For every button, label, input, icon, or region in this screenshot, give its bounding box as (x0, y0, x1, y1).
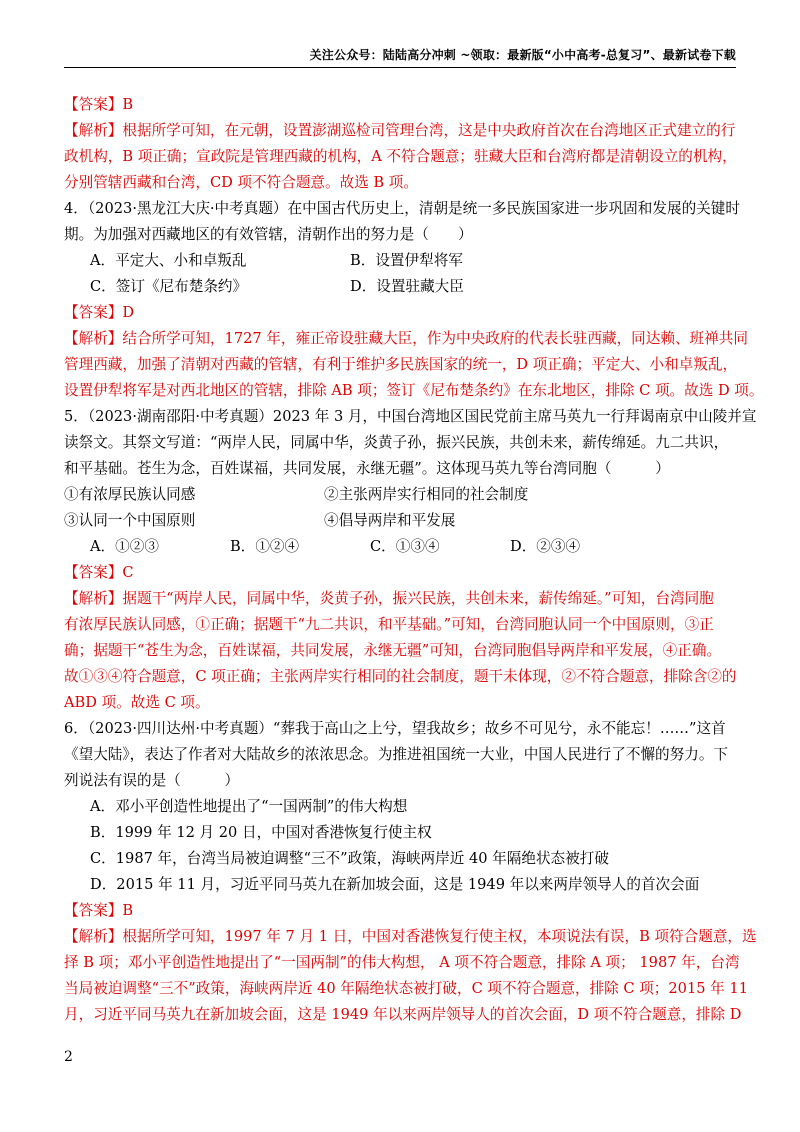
analysis-line: 择 B 项；邓小平创造性地提出了“一国两制”的伟大构想， A 项不符合题意，排除 A 项； 1987 年，台湾 (64, 954, 740, 971)
analysis-line: 确；据题干“苍生为念，百姓谋福，共同发展，永继无疆”可知，台湾同胞倡导两岸和平发展，④正确。 (64, 642, 722, 659)
option-b: B．设置伊犁将军 (350, 252, 463, 269)
answer-line: 【答案】C (64, 564, 134, 581)
page-header: 关注公众号：陆陆高分冲刺 ~领取：最新版“小中高考-总复习”、最新试卷下载 (309, 48, 736, 62)
analysis-line: 政机构，B 项正确；宣政院是管理西藏的机构，A 不符合题意；驻藏大臣和台湾府都是清朝设立的机构， (64, 148, 737, 165)
option-c: C．签订《尼布楚条约》 (90, 278, 248, 295)
answer-line: 【答案】B (64, 96, 134, 113)
option-b: B．①②④ (230, 538, 300, 555)
analysis-line: 有浓厚民族认同感，①正确；据题干“九二共识，和平基础。”可知，台湾同胞认同一个中国原则，③正 (64, 616, 714, 633)
answer-line: 【答案】B (64, 902, 134, 919)
option-c: C．①③④ (370, 538, 440, 555)
question-stem: 《望大陆》，表达了作者对大陆故乡的浓浓思念。为推进祖国统一大业，中国人民进行了不懈的努力。下 (64, 746, 729, 763)
question-stem: 6．（2023·四川达州·中考真题）“葬我于高山之上兮，望我故乡；故乡不可见兮，永不能忘！……”这首 (64, 720, 726, 737)
statement-4: ④倡导两岸和平发展 (324, 512, 456, 529)
option-d: D．设置驻藏大臣 (350, 278, 464, 295)
option-a: A．①②③ (90, 538, 159, 555)
analysis-line: 故①③④符合题意，C 项正确；主张两岸实行相同的社会制度，题干未体现，②不符合题意，排除含②的 (64, 668, 737, 685)
analysis-line: 分别管辖西藏和台湾，CD 项不符合题意。故选 B 项。 (64, 174, 418, 191)
statement-2: ②主张两岸实行相同的社会制度 (324, 486, 529, 503)
analysis-line: 【解析】结合所学可知，1727 年，雍正帝设驻藏大臣，作为中央政府的代表长驻西藏，同达赖、班禅共同 (64, 330, 748, 347)
analysis-line: 管理西藏，加强了清朝对西藏的管辖，有利于维护多民族国家的统一，D 项正确；平定大、小和卓叛乱， (64, 356, 738, 373)
header-rule (64, 67, 736, 68)
option-row (64, 274, 736, 300)
option-row (64, 534, 736, 560)
analysis-line: 设置伊犁将军是对西北地区的管辖，排除 AB 项；签订《尼布楚条约》在东北地区，排除 C 项。故选 D 项。 (64, 382, 764, 399)
statement-row (64, 482, 736, 508)
analysis-line: ABD 项。故选 C 项。 (64, 694, 210, 711)
option-b: B．1999 年 12 月 20 日，中国对香港恢复行使主权 (90, 824, 432, 841)
option-a: A．邓小平创造性地提出了“一国两制”的伟大构想 (90, 798, 408, 815)
answer-line: 【答案】D (64, 304, 135, 321)
analysis-line: 月，习近平同马英九在新加坡会面，这是 1949 年以来两岸领导人的首次会面，D 项不符合题意，排除 D (64, 1006, 742, 1023)
statement-1: ①有浓厚民族认同感 (64, 486, 196, 503)
document-body (64, 92, 764, 1028)
page-number: 2 (64, 1049, 73, 1065)
option-d: D．②③④ (510, 538, 581, 555)
question-stem: 4．（2023·黑龙江大庆·中考真题）在中国古代历史上，清朝是统一多民族国家进一步巩固和发展的关键时 (64, 200, 740, 217)
statement-3: ③认同一个中国原则 (64, 512, 196, 529)
analysis-line: 【解析】据题干“两岸人民，同属中华，炎黄子孙，振兴民族，共创未来，薪传绵延。”可知，台湾同胞 (64, 590, 714, 607)
analysis-line: 【解析】根据所学可知，在元朝，设置澎湖巡检司管理台湾，这是中央政府首次在台湾地区正式建立的行 (64, 122, 736, 139)
option-d: D．2015 年 11 月，习近平同马英九在新加坡会面，这是 1949 年以来两岸领导人的首次会面 (90, 876, 700, 893)
question-stem: 期。为加强对西藏地区的有效管辖，清朝作出的努力是（ ） (64, 226, 473, 243)
option-a: A．平定大、小和卓叛乱 (90, 252, 247, 269)
analysis-line: 当局被迫调整“三不”政策，海峡两岸近 40 年隔绝状态被打破，C 项不符合题意，排除 C 项；2015 年 11 (64, 980, 748, 997)
option-row (64, 248, 736, 274)
question-stem: 和平基础。苍生为念，百姓谋福，共同发展，永继无疆”。这体现马英九等台湾同胞（ ） (64, 460, 670, 477)
question-stem: 列说法有误的是（ ） (64, 772, 240, 789)
question-stem: 5．（2023·湖南邵阳·中考真题）2023 年 3 月，中国台湾地区国民党前主席马英九一行拜谒南京中山陵并宣 (64, 408, 757, 425)
analysis-line: 【解析】根据所学可知，1997 年 7 月 1 日，中国对香港恢复行使主权，本项说法有误，B 项符合题意，选 (64, 928, 757, 945)
statement-row (64, 508, 736, 534)
question-stem: 读祭文。其祭文写道：“两岸人民，同属中华，炎黄子孙，振兴民族，共创未来，薪传绵延。九二共识， (64, 434, 729, 451)
option-c: C．1987 年，台湾当局被迫调整“三不”政策，海峡两岸近 40 年隔绝状态被打破 (90, 850, 609, 867)
